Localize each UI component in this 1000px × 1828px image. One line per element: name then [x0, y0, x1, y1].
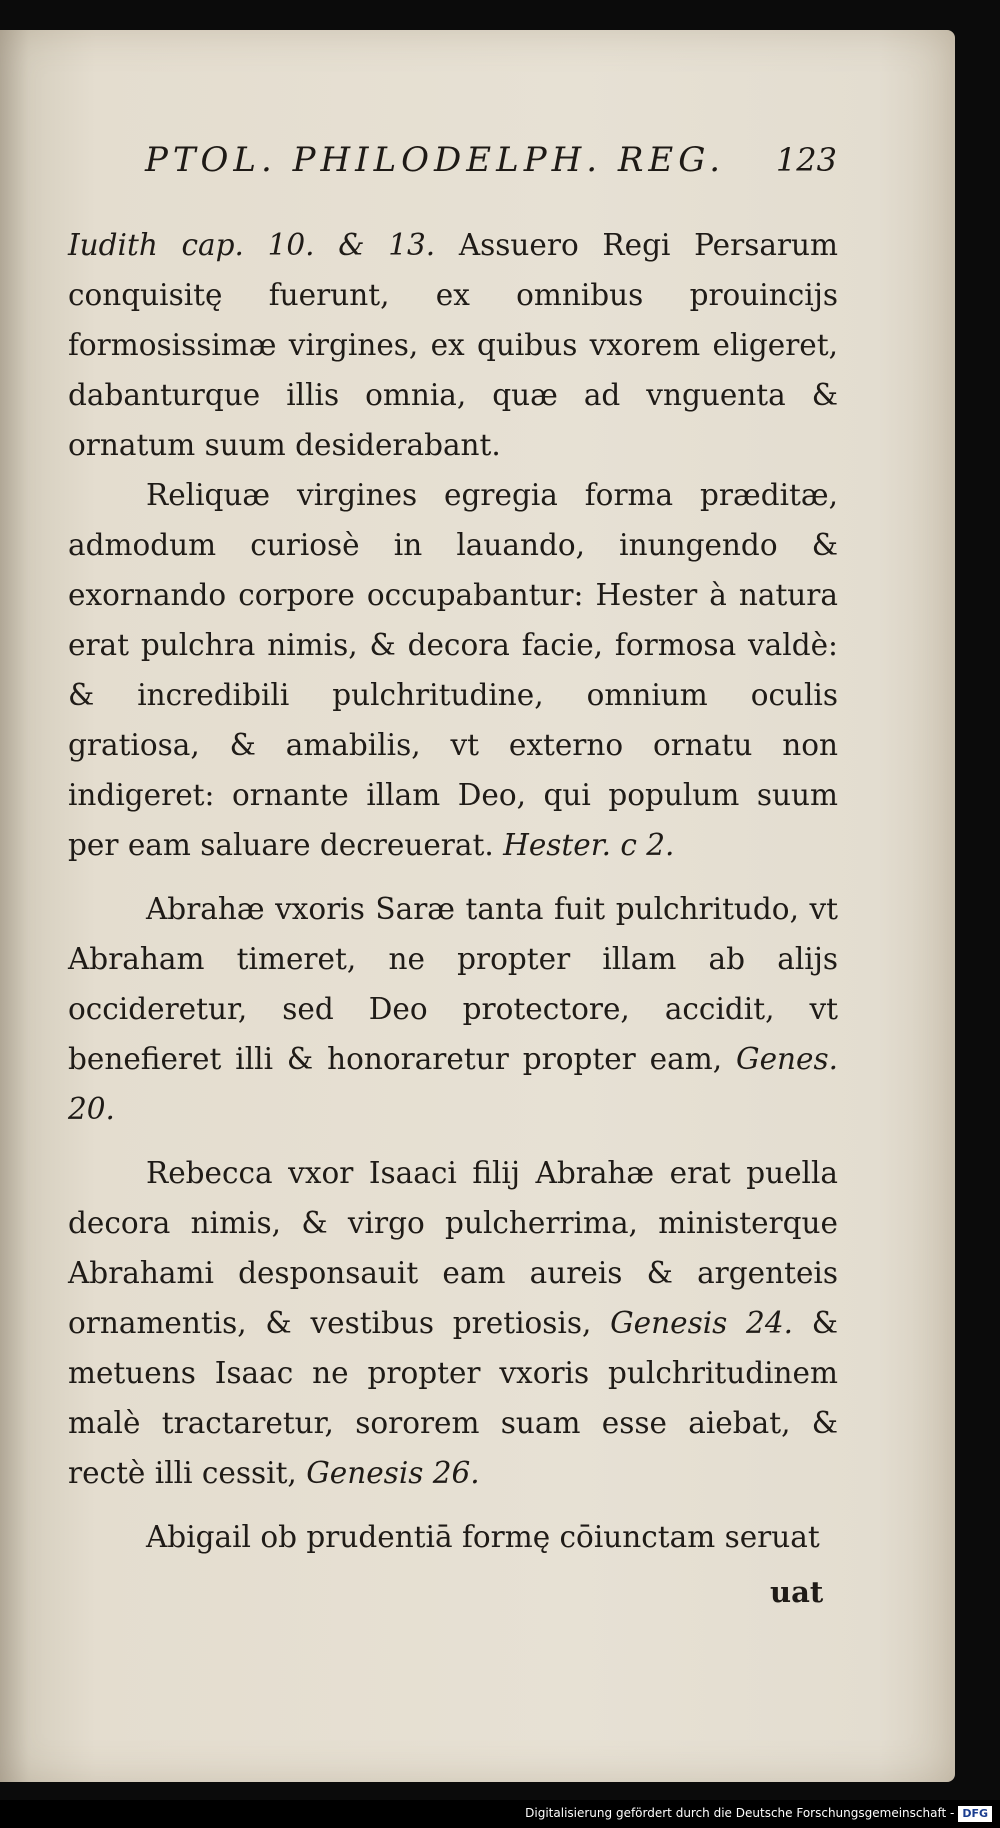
paragraph-2 — [68, 470, 838, 870]
scripture-reference: Hester. c 2. — [503, 828, 675, 862]
paragraph-1 — [68, 220, 838, 470]
paragraph-text: Abrahæ vxoris Saræ tanta fuit pulchritudo, vt Abraham timeret, ne propter illam ab alijs occideretur, sed Deo protectore, accidit, vt benefieret illi & honoraretur propter eam, — [68, 892, 838, 1076]
running-title: PTOL. PHILODELPH. REG. — [145, 140, 726, 180]
scripture-reference: Genes. 20. — [68, 1042, 838, 1126]
paragraph-text: Assuero Regi Persarum conquisitę fuerunt, ex omnibus prouincijs formosissimæ virgines, ex quibus vxorem eligeret, dabanturque illis omnia, quæ ad vnguenta & ornatum suum desiderabant. — [68, 228, 838, 462]
paragraph-text: & metuens Isaac ne propter vxoris pulchritudinem malè tractaretur, sororem suam esse aiebat, & rectè illi cessit, — [68, 1306, 838, 1490]
text-block — [68, 220, 838, 1562]
page-number: 123 — [775, 141, 837, 179]
digitization-credit — [525, 1802, 992, 1824]
paragraph-text: Abigail ob prudentiā formę cōiunctam seruat — [146, 1520, 820, 1554]
paragraph-text: Reliquæ virgines egregia forma præditæ, admodum curiosè in lauando, inungendo & exornando corpore occupabantur: Hester à natura erat pulchra nimis, & decora facie, formosa valdè: & incredibili pulchritudine, omnium oculis gratiosa, & amabilis, vt externo ornatu non indigeret: ornante illam Deo, qui populum suum per eam saluare decreuerat. — [68, 478, 838, 862]
scripture-reference: Genesis 26. — [306, 1456, 480, 1490]
paragraph-5 — [68, 1512, 838, 1562]
credit-text: Digitalisierung gefördert durch die Deutsche Forschungsgemeinschaft - — [525, 1806, 955, 1820]
running-head — [145, 130, 845, 190]
paragraph-text: Rebecca vxor Isaaci filij Abrahæ erat puella decora nimis, & virgo pulcherrima, ministerque Abrahami desponsauit eam aureis & argenteis ornamentis, & vestibus pretiosis, — [68, 1156, 838, 1340]
paragraph-4 — [68, 1148, 838, 1498]
paragraph-3 — [68, 884, 838, 1134]
dfg-logo: DFG — [958, 1806, 992, 1822]
catchword: uat — [770, 1575, 824, 1609]
scripture-reference: Genesis 24. — [610, 1306, 793, 1340]
scripture-reference: Iudith cap. 10. & 13. — [68, 228, 436, 262]
book-page — [0, 30, 955, 1782]
